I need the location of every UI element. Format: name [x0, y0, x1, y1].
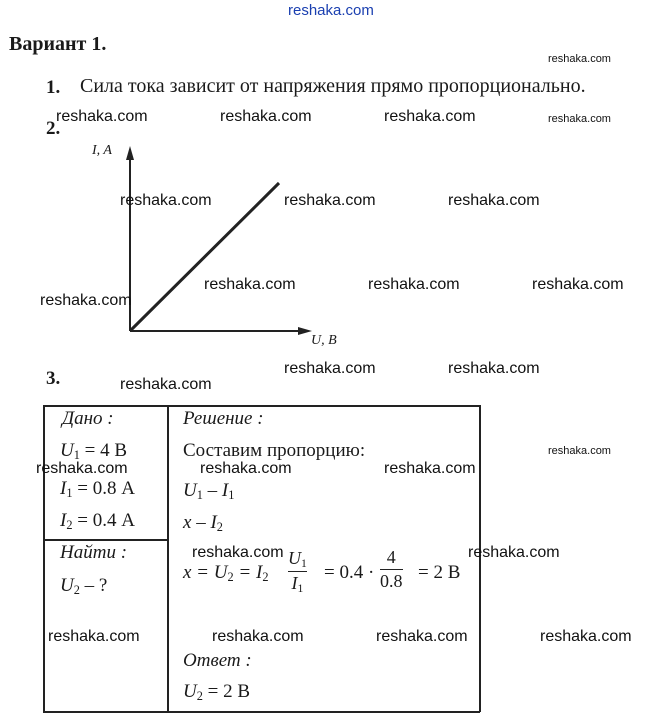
item1-text: Сила тока зависит от напряжения прямо пропорционально.: [80, 75, 586, 97]
table-column-divider: [167, 405, 169, 712]
watermark[interactable]: reshaka.com: [468, 544, 560, 561]
proportion-row-2: x – $I_2$: [183, 512, 223, 534]
x-axis-label: U, B: [311, 333, 337, 348]
given-i2: $I_2 = 0.4$ А: [60, 510, 135, 532]
x-axis-arrow: [298, 327, 312, 335]
watermark[interactable]: reshaka.com: [192, 544, 284, 561]
proportion-row-1: $U_1 - I_1$: [183, 480, 235, 502]
y-axis-arrow: [126, 146, 134, 160]
watermark[interactable]: reshaka.com: [220, 108, 312, 125]
watermark[interactable]: reshaka.com: [200, 460, 292, 477]
solution-header: Решение :: [183, 408, 264, 429]
item1-number: 1.: [46, 77, 61, 98]
given-u1: $U_1 = 4$ В: [60, 440, 128, 462]
solution-intro: Составим пропорцию:: [183, 440, 366, 461]
watermark[interactable]: reshaka.com: [548, 113, 611, 125]
watermark[interactable]: reshaka.com: [548, 53, 611, 65]
watermark[interactable]: reshaka.com: [384, 460, 476, 477]
fraction-u1-over-i1: $U_1$ $I_1$: [288, 548, 307, 596]
answer-u2: $U_2 = 2$ В: [183, 681, 251, 703]
given-header: Дано :: [62, 408, 114, 429]
watermark[interactable]: reshaka.com: [40, 292, 132, 309]
watermark[interactable]: reshaka.com: [448, 360, 540, 377]
top-watermark[interactable]: reshaka.com: [288, 2, 374, 19]
watermark[interactable]: reshaka.com: [120, 192, 212, 209]
fraction-4-over-0.8: 4 0.8: [380, 547, 403, 592]
table-top-border: [43, 405, 480, 407]
formula-mid: = 0.4 ·: [324, 562, 375, 583]
find-u2: $U_2$ – ?: [60, 575, 108, 597]
find-header: Найти :: [60, 542, 128, 563]
watermark[interactable]: reshaka.com: [540, 628, 632, 645]
watermark[interactable]: reshaka.com: [48, 628, 140, 645]
variant-heading: Вариант 1.: [9, 33, 107, 55]
table-left-border: [43, 405, 45, 712]
watermark[interactable]: reshaka.com: [284, 192, 376, 209]
watermark[interactable]: reshaka.com: [36, 460, 128, 477]
watermark[interactable]: reshaka.com: [368, 276, 460, 293]
watermark[interactable]: reshaka.com: [384, 108, 476, 125]
watermark[interactable]: reshaka.com: [212, 628, 304, 645]
given-find-divider: [43, 539, 168, 541]
watermark[interactable]: reshaka.com: [376, 628, 468, 645]
watermark[interactable]: reshaka.com: [548, 445, 611, 457]
formula-lhs: $x = U_2 = I_2$: [183, 562, 269, 584]
given-i1: $I_1 = 0.8$ А: [60, 478, 135, 500]
watermark[interactable]: reshaka.com: [284, 360, 376, 377]
answer-header: Ответ :: [183, 650, 252, 671]
watermark[interactable]: reshaka.com: [204, 276, 296, 293]
watermark[interactable]: reshaka.com: [448, 192, 540, 209]
item3-number: 3.: [46, 368, 61, 389]
watermark[interactable]: reshaka.com: [120, 376, 212, 393]
watermark[interactable]: reshaka.com: [56, 108, 148, 125]
table-bottom-border: [43, 711, 480, 713]
formula-result: = 2 В: [418, 562, 461, 583]
item2-number: 2.: [46, 118, 61, 139]
watermark[interactable]: reshaka.com: [532, 276, 624, 293]
y-axis-label: I, A: [92, 143, 112, 158]
